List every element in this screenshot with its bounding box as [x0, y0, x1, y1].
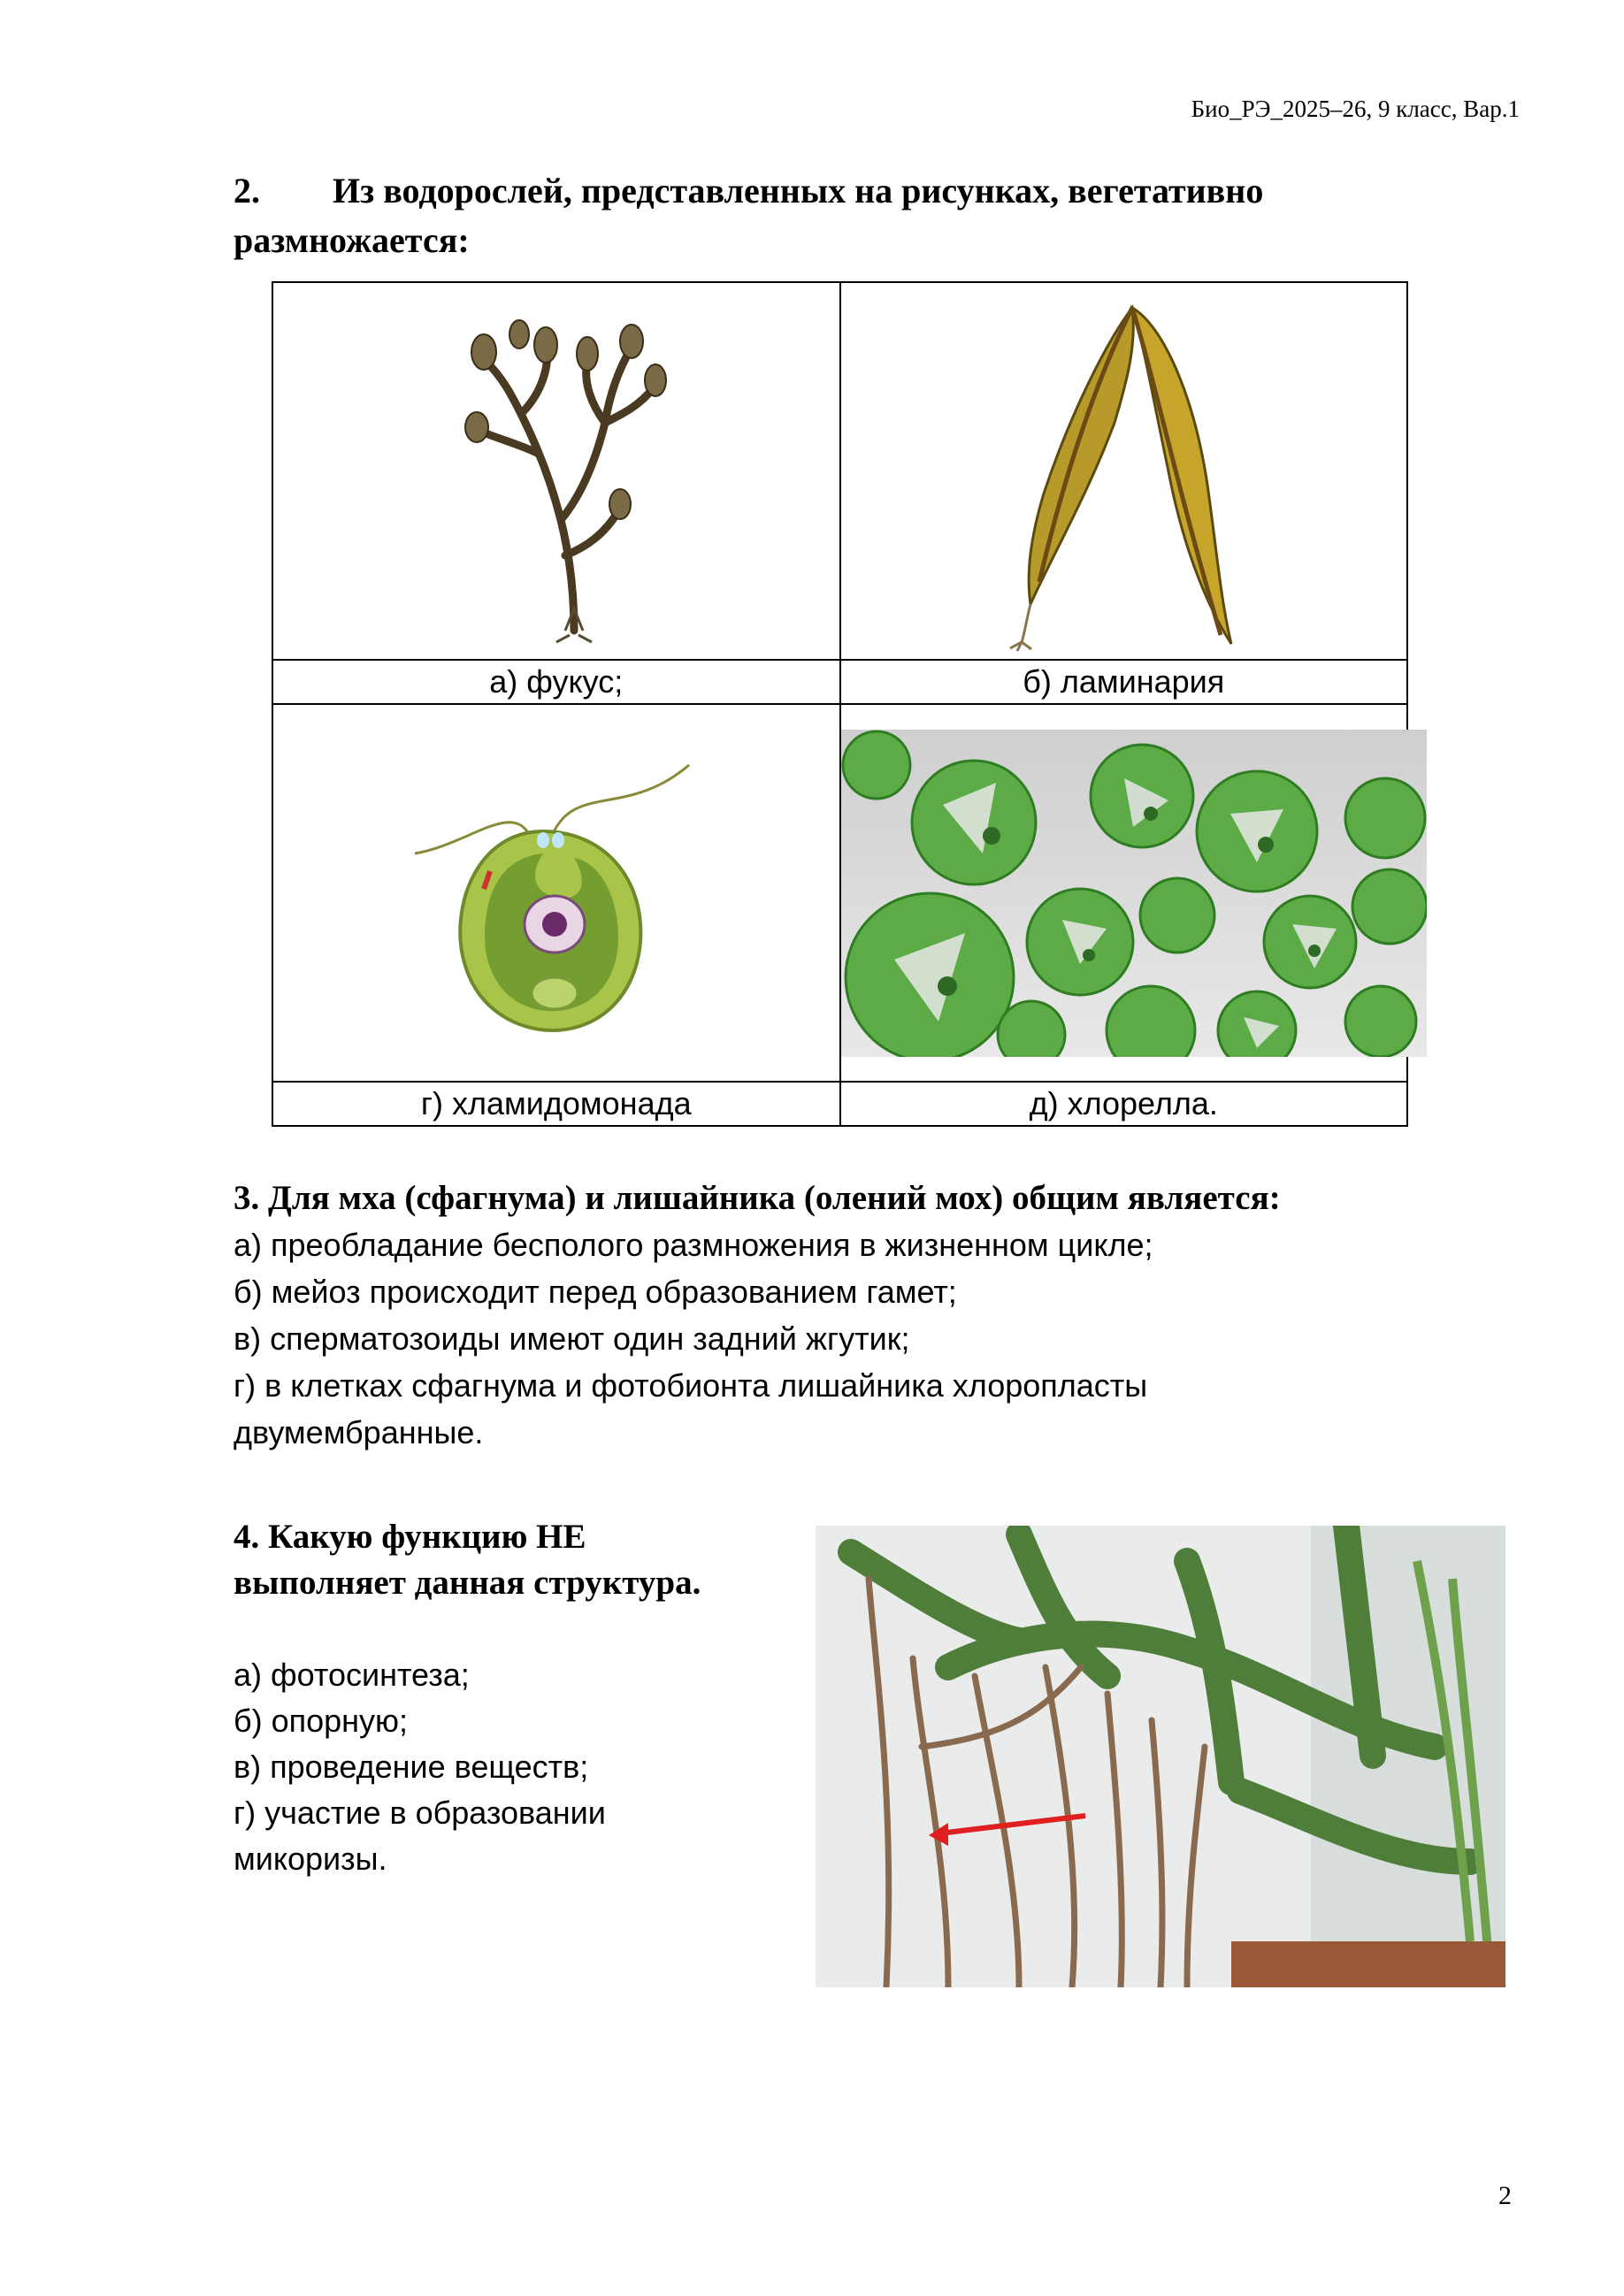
laminaria-label: б) ламинария	[840, 660, 1408, 704]
question-2-text-line2: размножается:	[234, 220, 470, 260]
fucus-image	[441, 299, 671, 644]
question-4	[234, 1514, 800, 1882]
chlorella-image	[841, 730, 1427, 1057]
chlamydomonas-image	[397, 747, 716, 1039]
aerial-roots-photo	[816, 1526, 1505, 1987]
algae-table	[272, 281, 1408, 1127]
question-4-option-c: в) проведение веществ;	[234, 1749, 589, 1785]
chlamydomonas-cell	[272, 704, 840, 1082]
question-4-option-b: б) опорную;	[234, 1703, 409, 1739]
question-2-text-line1: Из водорослей, представленных на рисунках, вегетативно	[333, 171, 1264, 210]
chlamydomonas-label: г) хламидомонада	[272, 1082, 840, 1126]
question-4-title-line2: выполняет данная структура.	[234, 1564, 701, 1602]
question-3-option-c: в) сперматозоиды имеют один задний жгутик;	[234, 1320, 910, 1357]
page-number: 2	[1498, 2181, 1512, 2210]
question-4-options	[234, 1652, 800, 1882]
laminaria-image	[1000, 290, 1247, 653]
fucus-cell	[272, 282, 840, 660]
question-3-option-a: а) преобладание бесполого размножения в жизненном цикле;	[234, 1227, 1153, 1263]
question-3-title: 3. Для мха (сфагнума) и лишайника (олений мох) общим является:	[234, 1179, 1281, 1217]
header-code: Био_РЭ_2025–26, 9 класс, Вар.1	[1191, 96, 1520, 122]
question-3-option-d: г) в клетках сфагнума и фотобионта лишайника хлоропласты	[234, 1367, 1148, 1404]
question-4-option-d: г) участие в образовании	[234, 1795, 606, 1831]
chlorella-cell	[840, 704, 1408, 1082]
question-4-option-a: а) фотосинтеза;	[234, 1657, 470, 1693]
question-3	[234, 1175, 1472, 1456]
question-2-title	[234, 166, 1454, 265]
question-4-title-line1: 4. Какую функцию НЕ	[234, 1518, 586, 1556]
question-3-option-d-cont: двумембранные.	[234, 1414, 484, 1450]
chlorella-label: д) хлорелла.	[840, 1082, 1408, 1126]
question-3-option-b: б) мейоз происходит перед образованием гамет;	[234, 1274, 957, 1310]
question-4-option-d-cont: микоризы.	[234, 1841, 387, 1877]
question-2-number: 2.	[234, 171, 260, 210]
laminaria-cell	[840, 282, 1408, 660]
fucus-label: а) фукус;	[272, 660, 840, 704]
